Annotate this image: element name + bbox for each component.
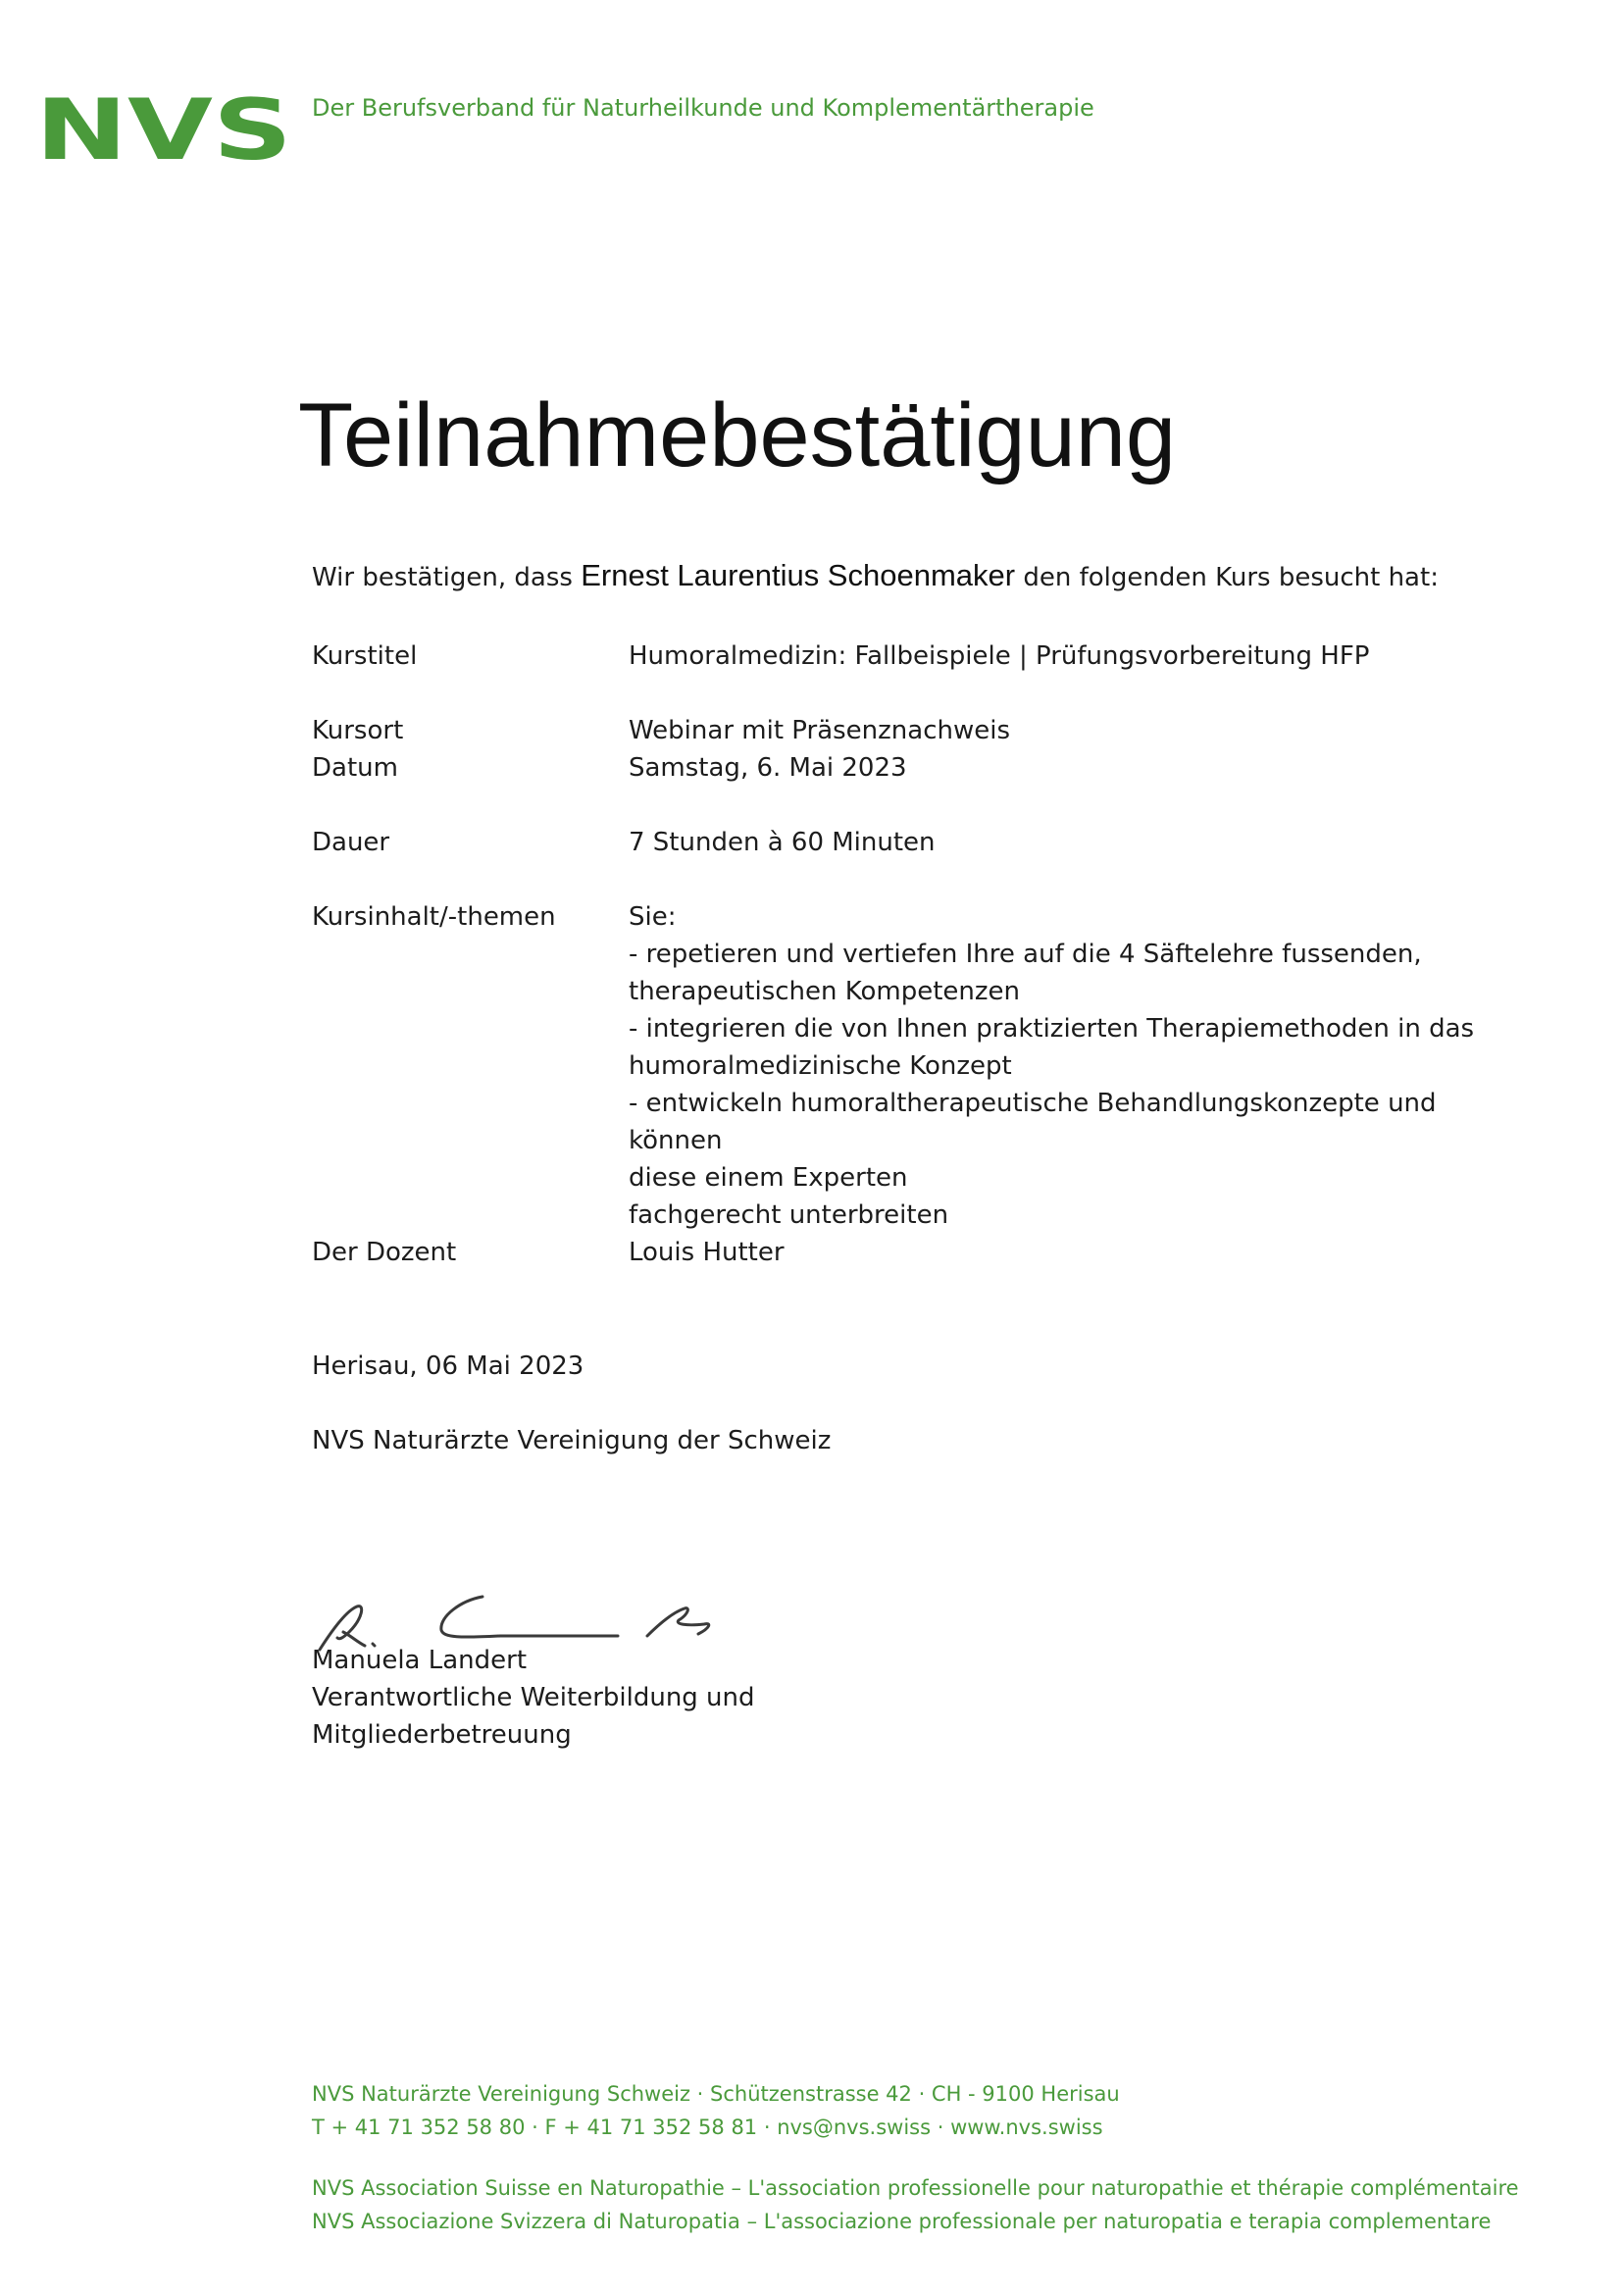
intro-suffix: den folgenden Kurs besucht hat:	[1023, 563, 1439, 592]
participant-name: Ernest Laurentius Schoenmaker	[581, 558, 1016, 592]
footer-french: NVS Association Suisse en Naturopathie – L'association professionelle pour naturopathie et thérapie complémentaire	[312, 2176, 1519, 2200]
datum-label: Datum	[312, 753, 398, 783]
signer-role-line1: Verantwortliche Weiterbildung und	[312, 1683, 755, 1712]
kursinhalt-line: Sie:	[629, 902, 677, 932]
dozent-label: Der Dozent	[312, 1238, 457, 1267]
intro-sentence	[312, 557, 1439, 596]
kursinhalt-line: - integrieren die von Ihnen praktizierten Therapiemethoden in das	[629, 1014, 1475, 1044]
kurstitel-value: Humoralmedizin: Fallbeispiele | Prüfungsvorbereitung HFP	[629, 641, 1370, 671]
kursinhalt-line: - entwickeln humoraltherapeutische Behandlungskonzepte und können	[629, 1089, 1437, 1155]
dauer-value: 7 Stunden à 60 Minuten	[629, 828, 936, 857]
datum-value: Samstag, 6. Mai 2023	[629, 753, 907, 783]
kursinhalt-line: diese einem Experten	[629, 1163, 908, 1193]
footer-address: NVS Naturärzte Vereinigung Schweiz · Schützenstrasse 42 · CH - 9100 Herisau	[312, 2082, 1120, 2106]
signer-role-line2: Mitgliederbetreuung	[312, 1720, 572, 1750]
svg-text:NVS: NVS	[35, 96, 292, 165]
kursort-label: Kursort	[312, 716, 404, 745]
kursinhalt-value	[629, 898, 1511, 1234]
kursinhalt-line: humoralmedizinische Konzept	[629, 1051, 1012, 1081]
kursinhalt-line: - repetieren und vertiefen Ihre auf die 4 Säftelehre fussenden,	[629, 940, 1422, 969]
kursort-value: Webinar mit Präsenznachweis	[629, 716, 1011, 745]
tagline: Der Berufsverband für Naturheilkunde und Komplementärtherapie	[312, 94, 1094, 122]
footer-contact: T + 41 71 352 58 80 · F + 41 71 352 58 81 · nvs@nvs.swiss · www.nvs.swiss	[312, 2116, 1103, 2139]
organization-name: NVS Naturärzte Vereinigung der Schweiz	[312, 1426, 832, 1455]
signer-name: Manuela Landert	[312, 1646, 528, 1675]
footer-italian: NVS Associazione Svizzera di Naturopatia – L'associazione professionale per naturopatia e terapia complementare	[312, 2210, 1492, 2233]
nvs-logo	[35, 96, 292, 165]
place-date: Herisau, 06 Mai 2023	[312, 1351, 584, 1381]
kursinhalt-line: therapeutischen Kompetenzen	[629, 977, 1021, 1006]
page-title: Teilnahmebestätigung	[298, 385, 1177, 485]
dozent-value: Louis Hutter	[629, 1238, 785, 1267]
kurstitel-label: Kurstitel	[312, 641, 418, 671]
kursinhalt-line: fachgerecht unterbreiten	[629, 1200, 949, 1230]
kursinhalt-label: Kursinhalt/-themen	[312, 902, 556, 932]
dauer-label: Dauer	[312, 828, 390, 857]
intro-prefix: Wir bestätigen, dass	[312, 563, 573, 592]
